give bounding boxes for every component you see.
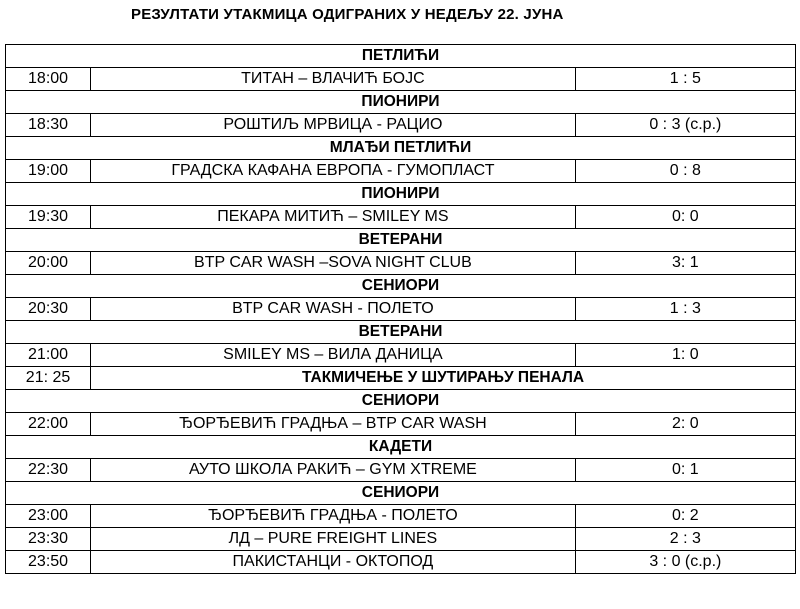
match-teams: РОШТИЉ МРВИЦА - РАЦИО	[91, 114, 576, 137]
match-time: 23:00	[6, 505, 91, 528]
match-teams: ЛД – PURE FREIGHT LINES	[91, 528, 576, 551]
page-title: РЕЗУЛТАТИ УТАКМИЦА ОДИГРАНИХ У НЕДЕЉУ 22. ЈУНА	[131, 6, 564, 23]
match-time: 23:30	[6, 528, 91, 551]
match-score: 0: 1	[575, 459, 795, 482]
match-row	[6, 68, 796, 91]
match-row	[6, 298, 796, 321]
match-time: 19:30	[6, 206, 91, 229]
match-score: 0: 0	[575, 206, 795, 229]
category-row	[6, 482, 796, 505]
match-time: 19:00	[6, 160, 91, 183]
category-label: ПИОНИРИ	[6, 91, 796, 114]
category-label: СЕНИОРИ	[6, 482, 796, 505]
match-score: 0 : 8	[575, 160, 795, 183]
category-label: СЕНИОРИ	[6, 390, 796, 413]
category-label: ВЕТЕРАНИ	[6, 229, 796, 252]
match-teams: АУТО ШКОЛА РАКИЋ – GYM XTREME	[91, 459, 576, 482]
match-teams: ПАКИСТАНЦИ - ОКТОПОД	[91, 551, 576, 574]
match-time: 20:30	[6, 298, 91, 321]
category-row	[6, 229, 796, 252]
match-row	[6, 252, 796, 275]
category-row	[6, 137, 796, 160]
event-row	[6, 367, 796, 390]
match-time: 22:30	[6, 459, 91, 482]
category-row	[6, 390, 796, 413]
match-score: 3: 1	[575, 252, 795, 275]
match-row	[6, 551, 796, 574]
match-row	[6, 114, 796, 137]
match-teams: ГРАДСКА КАФАНА ЕВРОПА - ГУМОПЛАСТ	[91, 160, 576, 183]
category-label: ВЕТЕРАНИ	[6, 321, 796, 344]
category-label: СЕНИОРИ	[6, 275, 796, 298]
match-score: 1 : 5	[575, 68, 795, 91]
category-label: ПЕТЛИЋИ	[6, 45, 796, 68]
match-time: 21:00	[6, 344, 91, 367]
match-teams: ЂОРЂЕВИЋ ГРАДЊА - ПОЛЕТО	[91, 505, 576, 528]
results-table	[5, 44, 796, 574]
category-label: ПИОНИРИ	[6, 183, 796, 206]
category-row	[6, 436, 796, 459]
match-score: 1 : 3	[575, 298, 795, 321]
match-teams: ЂОРЂЕВИЋ ГРАДЊА – BTP CAR WASH	[91, 413, 576, 436]
match-row	[6, 505, 796, 528]
match-score: 3 : 0 (с.р.)	[575, 551, 795, 574]
match-teams: SMILEY MS – ВИЛА ДАНИЦА	[91, 344, 576, 367]
match-row	[6, 459, 796, 482]
category-label: КАДЕТИ	[6, 436, 796, 459]
match-row	[6, 344, 796, 367]
match-teams: BTP CAR WASH –SOVA NIGHT CLUB	[91, 252, 576, 275]
match-time: 23:50	[6, 551, 91, 574]
match-time: 18:00	[6, 68, 91, 91]
match-row	[6, 160, 796, 183]
match-score: 0 : 3 (с.р.)	[575, 114, 795, 137]
category-row	[6, 45, 796, 68]
category-row	[6, 91, 796, 114]
match-score: 1: 0	[575, 344, 795, 367]
match-teams: ТИТАН – ВЛАЧИЋ БОЈС	[91, 68, 576, 91]
match-score: 2 : 3	[575, 528, 795, 551]
match-time: 18:30	[6, 114, 91, 137]
match-score: 0: 2	[575, 505, 795, 528]
category-row	[6, 183, 796, 206]
match-time: 22:00	[6, 413, 91, 436]
match-row	[6, 413, 796, 436]
match-row	[6, 206, 796, 229]
match-time: 21: 25	[6, 367, 91, 390]
event-label: ТАКМИЧЕЊЕ У ШУТИРАЊУ ПЕНАЛА	[91, 367, 796, 390]
category-row	[6, 275, 796, 298]
category-row	[6, 321, 796, 344]
match-time: 20:00	[6, 252, 91, 275]
category-label: МЛАЂИ ПЕТЛИЋИ	[6, 137, 796, 160]
match-teams: BTP CAR WASH - ПОЛЕТО	[91, 298, 576, 321]
match-teams: ПЕКАРА МИТИЋ – SMILEY MS	[91, 206, 576, 229]
match-row	[6, 528, 796, 551]
match-score: 2: 0	[575, 413, 795, 436]
